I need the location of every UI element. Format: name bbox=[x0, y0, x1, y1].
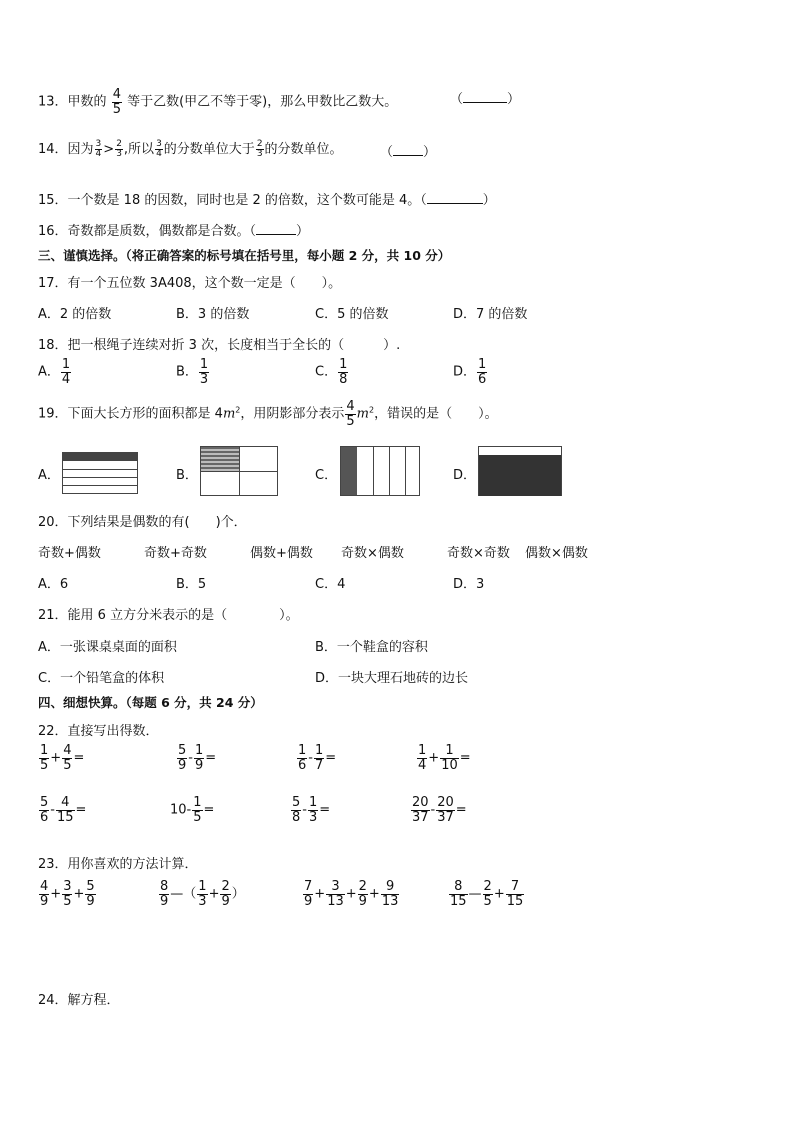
q20-option-d[interactable]: D．3 bbox=[453, 577, 485, 592]
q19-option-c-label[interactable]: C． bbox=[315, 468, 338, 483]
q22-expression-7: $\frac{5}{8}$ - $\frac{1}{3}$ = bbox=[292, 795, 331, 825]
q22-expression-2: $\frac{5}{9}$ - $\frac{1}{9}$ = bbox=[178, 743, 217, 773]
q16-answer-blank[interactable] bbox=[256, 222, 296, 235]
question-13 bbox=[38, 88, 397, 116]
q21-option-a[interactable]: A．一张课桌桌面的面积 bbox=[38, 640, 177, 655]
question-18: 18．把一根绳子连续对折 3 次，长度相当于全长的（ ）. bbox=[38, 338, 401, 353]
q22-expression-6: 10- $\frac{1}{5}$ = bbox=[170, 795, 215, 825]
q20-option-c[interactable]: C．4 bbox=[315, 577, 346, 592]
question-16: 16．奇数都是质数，偶数都是合数。（ ） bbox=[38, 224, 310, 239]
question-22: 22．直接写出得数． bbox=[38, 724, 159, 739]
q14-fraction-1: $\frac{3}{4}$ bbox=[95, 138, 102, 159]
q19-figure-b-shade bbox=[201, 447, 240, 471]
q22-expression-1: $\frac{1}{5}$ + $\frac{4}{5}$ = bbox=[40, 743, 85, 773]
q19-fraction: $\frac{4}{5}$ bbox=[346, 399, 355, 429]
q23-expression-4: $\frac{8}{15}$ — $\frac{2}{5}$ + $\frac{7}{15}$ bbox=[450, 879, 524, 909]
q19-option-b-label[interactable]: B． bbox=[176, 468, 198, 483]
q14-fraction-2: $\frac{2}{3}$ bbox=[116, 138, 122, 159]
q13-text: 等于乙数(甲乙不等于零)，那么甲数比乙数大。 bbox=[127, 94, 398, 110]
q14-answer-blank[interactable]: （ ） bbox=[380, 145, 437, 160]
q20-item-6: 偶数×偶数 bbox=[525, 546, 588, 561]
q22-expression-3: $\frac{1}{6}$ - $\frac{1}{7}$ = bbox=[298, 743, 337, 773]
q20-item-4: 奇数×偶数 bbox=[341, 546, 404, 561]
q18-option-d[interactable]: D． $\frac{1}{6}$ bbox=[453, 357, 487, 387]
q22-expression-5: $\frac{5}{6}$ - $\frac{4}{15}$ = bbox=[40, 795, 87, 825]
section-3-title: 三、谨慎选择。（将正确答案的标号填在括号里，每小题 2 分，共 10 分） bbox=[38, 248, 451, 263]
q14-fraction-3: $\frac{3}{4}$ bbox=[156, 138, 162, 159]
question-19: 19．下面大长方形的面积都是 $4m^2$，用阴影部分表示 $\frac{4}{5}$ $m^2$，错误的是（ ）。 bbox=[38, 399, 498, 429]
q18-option-d-fraction: $\frac{1}{6}$ bbox=[478, 357, 487, 387]
q21-option-b[interactable]: B．一个鞋盒的容积 bbox=[315, 640, 428, 655]
q18-option-a[interactable]: A． $\frac{1}{4}$ bbox=[38, 357, 71, 387]
q20-item-1: 奇数+偶数 bbox=[38, 546, 101, 561]
q13-answer-blank[interactable]: （ ） bbox=[450, 92, 521, 107]
question-15: 15．一个数是 18 的因数，同时也是 2 的倍数，这个数可能是 4。（ ） bbox=[38, 193, 496, 208]
q22-expression-8: $\frac{20}{37}$ - $\frac{20}{37}$ = bbox=[412, 795, 467, 825]
q23-expression-2: $\frac{8}{9}$ —（ $\frac{1}{3}$ + $\frac{2}{9}$ ） bbox=[160, 879, 245, 909]
q18-option-a-fraction: $\frac{1}{4}$ bbox=[61, 357, 71, 387]
question-20: 20．下列结果是偶数的有( )个． bbox=[38, 515, 247, 530]
q19-figure-a-shade bbox=[63, 453, 137, 461]
question-17: 17．有一个五位数 3A408，这个数一定是（ ）。 bbox=[38, 276, 342, 291]
q19-figure-c bbox=[340, 446, 420, 496]
q17-option-d[interactable]: D．7 的倍数 bbox=[453, 307, 528, 322]
q19-figure-c-shade bbox=[341, 447, 357, 495]
q17-option-a[interactable]: A．2 的倍数 bbox=[38, 307, 112, 322]
q22-expression-4: $\frac{1}{4}$ + $\frac{1}{10}$ = bbox=[418, 743, 471, 773]
q20-item-5: 奇数×奇数 bbox=[447, 546, 510, 561]
q19-figure-d-shade bbox=[479, 455, 561, 496]
q18-option-b[interactable]: B． $\frac{1}{3}$ bbox=[176, 357, 209, 387]
q21-option-c[interactable]: C．一个铅笔盒的体积 bbox=[38, 671, 165, 686]
q13-fraction: $\frac{4}{5}$ bbox=[112, 87, 121, 117]
q18-option-b-fraction: $\frac{1}{3}$ bbox=[199, 357, 209, 387]
q15-answer-blank[interactable] bbox=[427, 191, 483, 204]
q18-option-c-fraction: $\frac{1}{8}$ bbox=[339, 357, 348, 387]
section-4-title: 四、细想快算。（每题 6 分，共 24 分） bbox=[38, 695, 263, 710]
q14-fraction-4: $\frac{2}{3}$ bbox=[256, 138, 263, 159]
q20-option-b[interactable]: B．5 bbox=[176, 577, 207, 592]
q23-expression-1: $\frac{4}{9}$ + $\frac{3}{5}$ + $\frac{5}{9}$ bbox=[40, 879, 95, 909]
q17-option-b[interactable]: B．3 的倍数 bbox=[176, 307, 250, 322]
question-21: 21．能用 6 立方分米表示的是（ ）。 bbox=[38, 608, 299, 623]
q17-option-c[interactable]: C．5 的倍数 bbox=[315, 307, 389, 322]
q20-option-a[interactable]: A．6 bbox=[38, 577, 69, 592]
question-14: 14．因为 $\frac{3}{4}$ > $\frac{2}{3}$ ,所以 $\frac{3}{4}$ 的分数单位大于 $\frac{2}{3}$ 的分数单位。 bbox=[38, 138, 343, 159]
q19-figure-a bbox=[62, 452, 138, 494]
q19-option-d-label[interactable]: D． bbox=[453, 468, 477, 483]
q13-number-text: 13．甲数的 bbox=[38, 94, 107, 110]
q18-option-c[interactable]: C． $\frac{1}{8}$ bbox=[315, 357, 348, 387]
q21-option-d[interactable]: D．一块大理石地砖的边长 bbox=[315, 671, 469, 686]
q20-item-2: 奇数+奇数 bbox=[144, 546, 207, 561]
q19-option-a-label[interactable]: A． bbox=[38, 468, 60, 483]
q19-figure-b bbox=[200, 446, 278, 496]
q19-figure-d bbox=[478, 446, 562, 496]
q23-expression-3: $\frac{7}{9}$ + $\frac{3}{13}$ + $\frac{2}{9}$ + $\frac{9}{13}$ bbox=[304, 879, 399, 909]
question-24: 24．解方程． bbox=[38, 993, 120, 1008]
q20-item-3: 偶数+偶数 bbox=[250, 546, 313, 561]
question-23: 23．用你喜欢的方法计算． bbox=[38, 857, 198, 872]
